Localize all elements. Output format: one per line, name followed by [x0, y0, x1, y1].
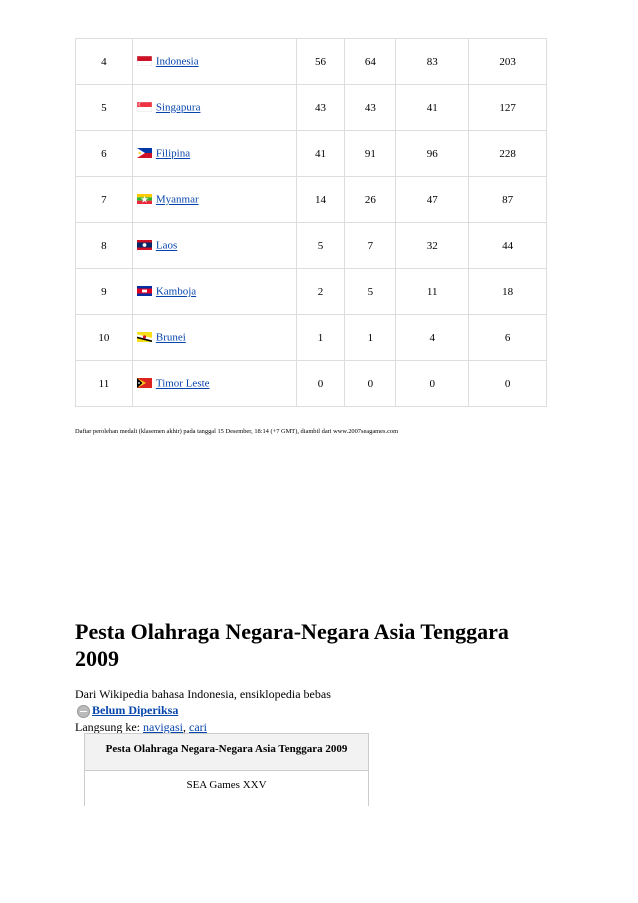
singapore-flag-icon — [137, 102, 152, 112]
country-link[interactable]: Filipina — [155, 147, 191, 160]
country-link[interactable]: Laos — [155, 239, 178, 252]
rank-cell: 6 — [76, 131, 133, 177]
total-cell: 18 — [469, 269, 547, 315]
medal-cell: 4 — [396, 315, 469, 361]
country-link[interactable]: Singapura — [155, 101, 201, 114]
medal-cell: 47 — [396, 177, 469, 223]
total-cell: 87 — [469, 177, 547, 223]
jump-search-link[interactable]: cari — [189, 720, 207, 734]
country-link[interactable]: Brunei — [155, 331, 186, 344]
medal-cell: 26 — [345, 177, 396, 223]
total-cell: 203 — [469, 39, 547, 85]
jump-navigation-link[interactable]: navigasi — [143, 720, 183, 734]
rank-cell: 9 — [76, 269, 133, 315]
indonesia-flag-icon — [137, 56, 152, 66]
total-cell: 44 — [469, 223, 547, 269]
country-cell — [132, 131, 296, 177]
medal-cell: 11 — [396, 269, 469, 315]
table-row — [76, 177, 547, 223]
medal-cell: 83 — [396, 39, 469, 85]
jump-prefix: Langsung ke: — [75, 720, 143, 734]
medal-cell: 43 — [296, 85, 345, 131]
medal-cell: 0 — [345, 361, 396, 407]
table-row — [76, 223, 547, 269]
medal-table-caption: Daftar perolehan medali (klasemen akhir) pada tanggal 15 Desember, 18:14 (+7 GMT), diambil dari www.2007seagames.com — [75, 428, 399, 435]
country-cell — [132, 315, 296, 361]
laos-flag-icon — [137, 240, 152, 250]
review-status-link[interactable]: Belum Diperiksa — [92, 703, 179, 717]
infobox-subtitle: SEA Games XXV — [186, 779, 267, 791]
country-link[interactable]: Kamboja — [155, 285, 197, 298]
rank-cell: 7 — [76, 177, 133, 223]
country-cell — [132, 85, 296, 131]
rank-cell: 4 — [76, 39, 133, 85]
medal-cell: 96 — [396, 131, 469, 177]
medal-cell: 41 — [296, 131, 345, 177]
table-row — [76, 269, 547, 315]
medal-cell: 32 — [396, 223, 469, 269]
total-cell: 6 — [469, 315, 547, 361]
country-link[interactable]: Myanmar — [155, 193, 199, 206]
total-cell: 127 — [469, 85, 547, 131]
medal-cell: 0 — [296, 361, 345, 407]
medal-cell: 1 — [345, 315, 396, 361]
article-subtitle: Dari Wikipedia bahasa Indonesia, ensiklopedia bebas — [75, 687, 331, 701]
country-link[interactable]: Timor Leste — [155, 377, 210, 390]
rank-cell: 10 — [76, 315, 133, 361]
jump-separator: , — [183, 720, 189, 734]
country-cell — [132, 39, 296, 85]
review-status — [77, 703, 178, 718]
infobox-title: Pesta Olahraga Negara-Negara Asia Tenggara 2009 — [85, 734, 368, 771]
country-cell — [132, 223, 296, 269]
country-cell — [132, 361, 296, 407]
medal-cell: 2 — [296, 269, 345, 315]
table-row — [76, 361, 547, 407]
total-cell: 0 — [469, 361, 547, 407]
myanmar-flag-icon — [137, 194, 152, 204]
medal-table — [75, 38, 547, 407]
medal-cell: 5 — [345, 269, 396, 315]
medal-cell: 64 — [345, 39, 396, 85]
medal-cell: 41 — [396, 85, 469, 131]
rank-cell: 11 — [76, 361, 133, 407]
medal-cell: 1 — [296, 315, 345, 361]
rank-cell: 8 — [76, 223, 133, 269]
unreviewed-icon — [77, 705, 90, 718]
medal-cell: 7 — [345, 223, 396, 269]
country-cell — [132, 177, 296, 223]
medal-cell: 43 — [345, 85, 396, 131]
medal-cell: 91 — [345, 131, 396, 177]
table-row — [76, 315, 547, 361]
table-row — [76, 131, 547, 177]
page-title: Pesta Olahraga Negara-Negara Asia Tenggara 2009 — [75, 619, 509, 671]
timor-leste-flag-icon — [137, 378, 152, 388]
medal-cell: 5 — [296, 223, 345, 269]
country-cell — [132, 269, 296, 315]
total-cell: 228 — [469, 131, 547, 177]
table-row — [76, 39, 547, 85]
medal-cell: 14 — [296, 177, 345, 223]
medal-cell: 56 — [296, 39, 345, 85]
country-link[interactable]: Indonesia — [155, 55, 199, 68]
infobox — [84, 733, 369, 806]
philippines-flag-icon — [137, 148, 152, 158]
medal-cell: 0 — [396, 361, 469, 407]
table-row — [76, 85, 547, 131]
medal-table-body — [76, 39, 547, 407]
brunei-flag-icon — [137, 332, 152, 342]
cambodia-flag-icon — [137, 286, 152, 296]
rank-cell: 5 — [76, 85, 133, 131]
